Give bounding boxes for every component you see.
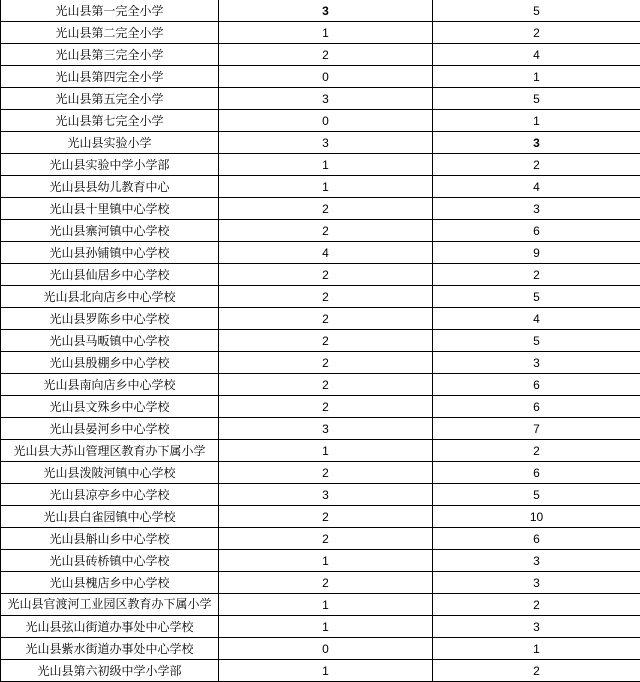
school-name-cell: 光山县南向店乡中心学校 [1,374,219,396]
value-a-cell: 1 [219,616,433,638]
value-a-cell: 3 [219,484,433,506]
table-row [1,594,640,616]
school-name-cell: 光山县第四完全小学 [1,66,219,88]
value-b-cell: 3 [433,352,640,374]
value-b-cell: 1 [433,66,640,88]
value-a-cell: 2 [219,396,433,418]
table-row [1,528,640,550]
value-b-cell: 6 [433,220,640,242]
school-name-cell: 光山县斛山乡中心学校 [1,528,219,550]
value-b-cell: 2 [433,594,640,616]
value-b-cell: 3 [433,616,640,638]
value-b-cell: 2 [433,154,640,176]
value-b-cell: 1 [433,638,640,660]
table-row [1,110,640,132]
school-name-cell: 光山县第二完全小学 [1,22,219,44]
value-a-cell: 3 [219,132,433,154]
value-b-cell: 10 [433,506,640,528]
value-b-cell: 5 [433,0,640,22]
school-name-cell: 光山县殷棚乡中心学校 [1,352,219,374]
school-name-cell: 光山县罗陈乡中心学校 [1,308,219,330]
value-a-cell: 1 [219,660,433,682]
value-b-cell: 4 [433,44,640,66]
table-row [1,396,640,418]
value-a-cell: 3 [219,0,433,22]
school-name-cell: 光山县紫水街道办事处中心学校 [1,638,219,660]
school-name-cell: 光山县大苏山管理区教育办下属小学 [1,440,219,462]
school-name-cell: 光山县弦山街道办事处中心学校 [1,616,219,638]
school-name-cell: 光山县文殊乡中心学校 [1,396,219,418]
school-name-cell: 光山县县幼儿教育中心 [1,176,219,198]
table-row [1,22,640,44]
school-name-cell: 光山县北向店乡中心学校 [1,286,219,308]
value-a-cell: 2 [219,264,433,286]
school-name-cell: 光山县泼陂河镇中心学校 [1,462,219,484]
value-a-cell: 0 [219,66,433,88]
value-a-cell: 2 [219,352,433,374]
table-row [1,374,640,396]
value-a-cell: 2 [219,220,433,242]
school-name-cell: 光山县寨河镇中心学校 [1,220,219,242]
table-row [1,44,640,66]
value-a-cell: 2 [219,462,433,484]
school-name-cell: 光山县砖桥镇中心学校 [1,550,219,572]
table-row [1,484,640,506]
school-name-cell: 光山县第三完全小学 [1,44,219,66]
school-name-cell: 光山县凉亭乡中心学校 [1,484,219,506]
value-b-cell: 3 [433,550,640,572]
table-row [1,264,640,286]
value-a-cell: 0 [219,110,433,132]
table-row [1,176,640,198]
school-name-cell: 光山县仙居乡中心学校 [1,264,219,286]
table-row [1,88,640,110]
school-name-cell: 光山县实验中学小学部 [1,154,219,176]
table-row [1,132,640,154]
value-b-cell: 5 [433,286,640,308]
table-row [1,242,640,264]
value-a-cell: 2 [219,374,433,396]
table-row [1,506,640,528]
value-b-cell: 2 [433,440,640,462]
value-b-cell: 5 [433,88,640,110]
value-b-cell: 4 [433,308,640,330]
table-row [1,418,640,440]
value-b-cell: 3 [433,572,640,594]
table-row [1,352,640,374]
value-b-cell: 3 [433,132,640,154]
value-a-cell: 1 [219,176,433,198]
table-row [1,572,640,594]
school-name-cell: 光山县实验小学 [1,132,219,154]
table-row [1,330,640,352]
table-row [1,616,640,638]
value-a-cell: 1 [219,154,433,176]
value-a-cell: 2 [219,286,433,308]
school-name-cell: 光山县孙铺镇中心学校 [1,242,219,264]
school-name-cell: 光山县第七完全小学 [1,110,219,132]
value-b-cell: 6 [433,462,640,484]
table-row [1,308,640,330]
table-row [1,0,640,22]
value-a-cell: 2 [219,44,433,66]
value-a-cell: 1 [219,550,433,572]
table-row [1,154,640,176]
value-b-cell: 2 [433,22,640,44]
value-a-cell: 2 [219,198,433,220]
school-name-cell: 光山县槐店乡中心学校 [1,572,219,594]
value-b-cell: 5 [433,484,640,506]
value-b-cell: 4 [433,176,640,198]
value-b-cell: 5 [433,330,640,352]
value-a-cell: 0 [219,638,433,660]
value-b-cell: 6 [433,374,640,396]
table-row [1,462,640,484]
value-a-cell: 1 [219,594,433,616]
table-row [1,198,640,220]
value-b-cell: 6 [433,396,640,418]
value-a-cell: 2 [219,506,433,528]
value-b-cell: 2 [433,660,640,682]
table-row [1,550,640,572]
value-a-cell: 1 [219,440,433,462]
table-body [1,0,640,682]
value-a-cell: 2 [219,308,433,330]
table-row [1,638,640,660]
value-b-cell: 1 [433,110,640,132]
school-name-cell: 光山县官渡河工业园区教育办下属小学 [1,594,219,616]
value-b-cell: 7 [433,418,640,440]
value-a-cell: 1 [219,22,433,44]
table-row [1,440,640,462]
value-a-cell: 2 [219,330,433,352]
value-a-cell: 2 [219,572,433,594]
value-b-cell: 6 [433,528,640,550]
value-a-cell: 4 [219,242,433,264]
school-name-cell: 光山县马畈镇中心学校 [1,330,219,352]
school-name-cell: 光山县白雀园镇中心学校 [1,506,219,528]
value-a-cell: 3 [219,88,433,110]
school-name-cell: 光山县第五完全小学 [1,88,219,110]
table-row [1,220,640,242]
table-row [1,286,640,308]
school-name-cell: 光山县晏河乡中心学校 [1,418,219,440]
value-b-cell: 2 [433,264,640,286]
table-row [1,66,640,88]
school-name-cell: 光山县第一完全小学 [1,0,219,22]
school-name-cell: 光山县十里镇中心学校 [1,198,219,220]
school-name-cell: 光山县第六初级中学小学部 [1,660,219,682]
value-b-cell: 3 [433,198,640,220]
table-row [1,660,640,682]
value-a-cell: 2 [219,528,433,550]
value-a-cell: 3 [219,418,433,440]
value-b-cell: 9 [433,242,640,264]
